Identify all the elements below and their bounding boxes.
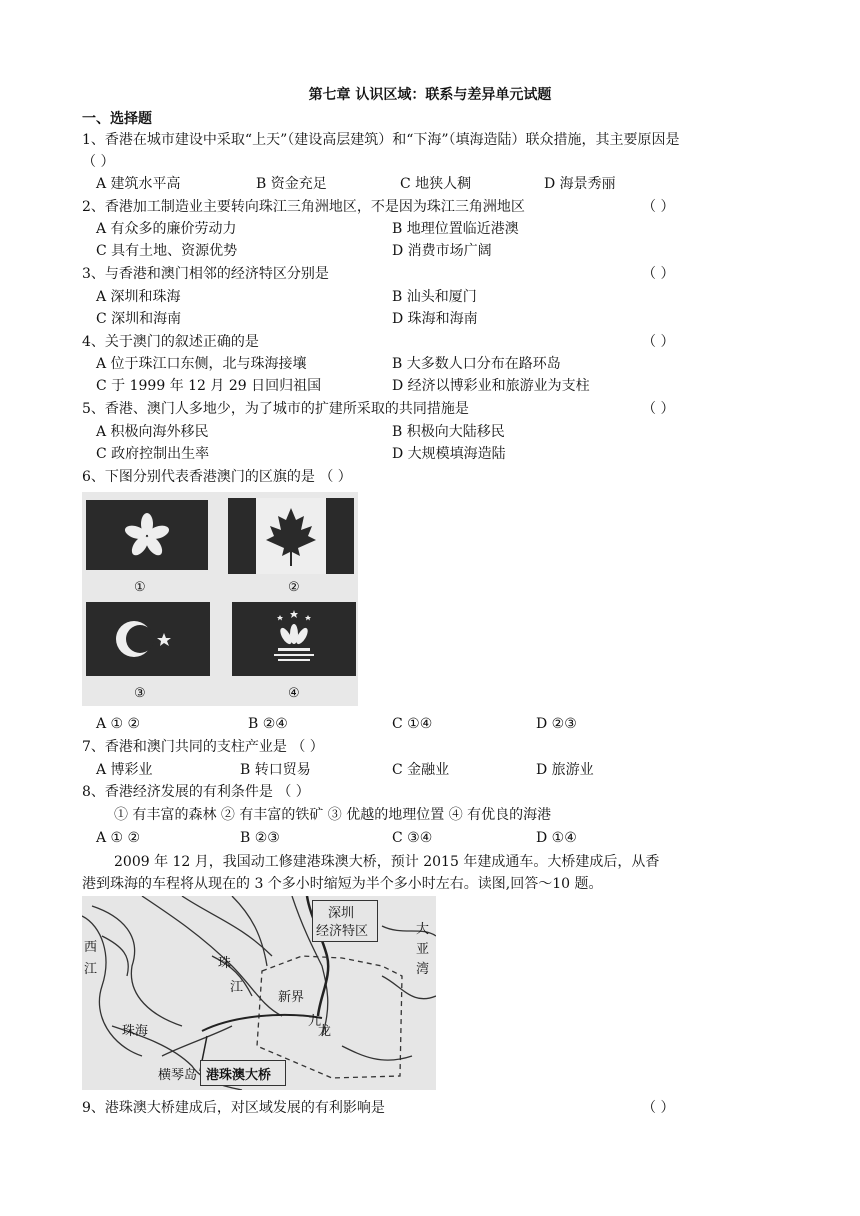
q3-option-b: B 汕头和厦门 (392, 289, 477, 305)
q4-stem: 4、关于澳门的叙述正确的是 (82, 334, 259, 350)
q5-option-b: B 积极向大陆移民 (392, 424, 505, 440)
flag-label-1: ① (134, 580, 146, 595)
map-label-xi: 西 (84, 940, 98, 955)
q4-option-a: A 位于珠江口东侧，北与珠海接壤 (96, 356, 307, 372)
crescent-flag (86, 602, 210, 676)
map-label-long: 龙 (318, 1024, 332, 1039)
map-label-shenzhen: 深圳 (328, 906, 355, 921)
hong-kong-flag (86, 500, 208, 570)
q8-option-d: D ①④ (536, 830, 577, 846)
q2-option-b: B 地理位置临近港澳 (392, 221, 519, 237)
q5-stem: 5、香港、澳门人多地少，为了城市的扩建所采取的共同措施是 (82, 401, 469, 417)
map-label-xinjie: 新界 (278, 990, 305, 1005)
q4-option-c: C 于 1999 年 12 月 29 日回归祖国 (96, 378, 322, 394)
flags-figure (82, 492, 358, 706)
map-label-jiang: 江 (84, 962, 98, 977)
q8-conditions: ① 有丰富的森林 ② 有丰富的铁矿 ③ 优越的地理位置 ④ 有优良的海港 (114, 807, 552, 823)
passage-line-2: 港到珠海的车程将从现在的 3 个多小时缩短为半个多小时左右。读图,回答～10 题。 (82, 876, 603, 892)
map-label-wan: 湾 (416, 962, 430, 977)
maple-leaf-flag (228, 498, 354, 574)
q6-option-b: B ②④ (248, 716, 288, 732)
q8-stem: 8、香港经济发展的有利条件是 （ ） (82, 784, 310, 800)
q1-option-b: B 资金充足 (256, 176, 327, 192)
q4-option-b: B 大多数人口分布在路环岛 (392, 356, 561, 372)
q2-option-d: D 消费市场广阔 (392, 243, 492, 259)
q8-option-c: C ③④ (392, 830, 433, 846)
passage-line-1: 2009 年 12 月，我国动工修建港珠澳大桥，预计 2015 年建成通车。大桥建成后，从香 (114, 854, 660, 870)
q1-paren: （ ） (82, 154, 115, 170)
q6-option-d: D ②③ (536, 716, 577, 732)
q7-option-d: D 旅游业 (536, 762, 594, 778)
q9-stem: 9、港珠澳大桥建成后，对区域发展的有利影响是 (82, 1100, 385, 1116)
q3-paren: （ ） (642, 266, 675, 282)
q7-option-a: A 博彩业 (96, 762, 153, 778)
q3-stem: 3、与香港和澳门相邻的经济特区分别是 (82, 266, 329, 282)
map-label-hengqin: 横琴岛 (158, 1068, 198, 1083)
q3-option-d: D 珠海和海南 (392, 311, 478, 327)
q4-paren: （ ） (642, 334, 675, 350)
pearl-river-map (82, 896, 436, 1090)
q7-option-c: C 金融业 (392, 762, 450, 778)
q5-option-a: A 积极向海外移民 (96, 424, 209, 440)
map-label-jiang2: 江 (230, 980, 244, 995)
flag-label-3: ③ (134, 686, 146, 701)
q1-stem: 1、香港在城市建设中采取“上天”（建设高层建筑）和“下海”（填海造陆）联众措施，其主要原因是 (82, 132, 680, 148)
q8-option-a: A ① ② (96, 830, 141, 846)
map-label-sez: 经济特区 (316, 924, 369, 939)
map-label-ya: 亚 (416, 942, 430, 957)
section-heading: 一、选择题 (82, 111, 152, 127)
q6-option-a: A ① ② (96, 716, 141, 732)
q1-option-a: A 建筑水平高 (96, 176, 181, 192)
q5-option-c: C 政府控制出生率 (96, 446, 210, 462)
page-title: 第七章 认识区域：联系与差异单元试题 (308, 87, 552, 103)
map-label-jiu: 九 (308, 1014, 322, 1029)
q6-option-c: C ①④ (392, 716, 433, 732)
map-label-bridge: 港珠澳大桥 (206, 1068, 272, 1083)
q3-option-a: A 深圳和珠海 (96, 289, 181, 305)
q7-stem: 7、香港和澳门共同的支柱产业是 （ ） (82, 739, 324, 755)
flag-label-2: ② (288, 580, 300, 595)
macau-flag (232, 602, 356, 676)
q5-paren: （ ） (642, 401, 675, 417)
q9-paren: （ ） (642, 1100, 675, 1116)
q2-paren: （ ） (642, 199, 675, 215)
flag-label-4: ④ (288, 686, 300, 701)
q1-option-d: D 海景秀丽 (544, 176, 616, 192)
q7-option-b: B 转口贸易 (240, 762, 311, 778)
q8-option-b: B ②③ (240, 830, 280, 846)
q1-option-c: C 地狭人稠 (400, 176, 472, 192)
q5-option-d: D 大规模填海造陆 (392, 446, 506, 462)
q3-option-c: C 深圳和海南 (96, 311, 182, 327)
map-label-zhu: 珠 (218, 956, 232, 971)
q2-stem: 2、香港加工制造业主要转向珠江三角洲地区，不是因为珠江三角洲地区 (82, 199, 525, 215)
map-label-zhuhai: 珠海 (122, 1024, 149, 1039)
map-label-da: 大 (416, 922, 430, 937)
q2-option-a: A 有众多的廉价劳动力 (96, 221, 237, 237)
q4-option-d: D 经济以博彩业和旅游业为支柱 (392, 378, 590, 394)
q2-option-c: C 具有土地、资源优势 (96, 243, 238, 259)
q6-stem: 6、下图分别代表香港澳门的区旗的是 （ ） (82, 469, 352, 485)
